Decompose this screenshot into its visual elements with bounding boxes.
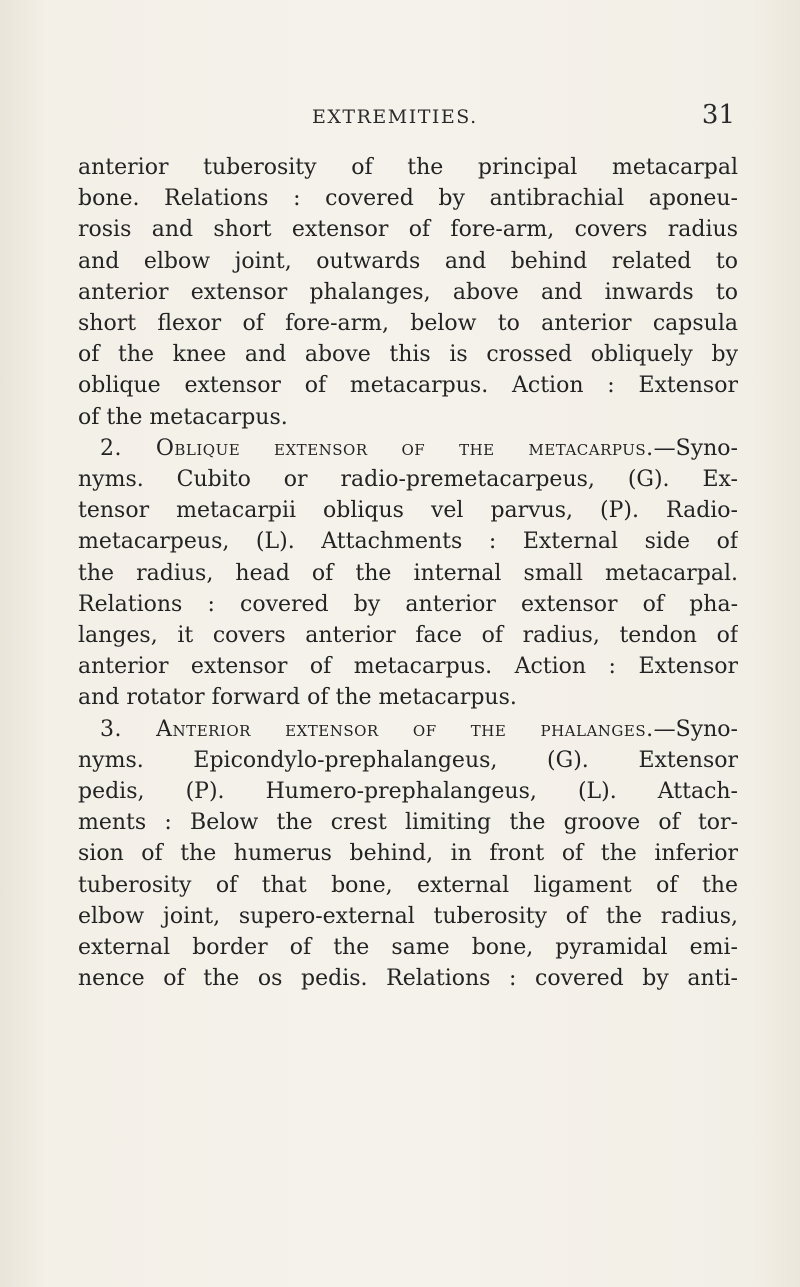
section-heading: 3. Anterior extensor of the phalanges. <box>100 716 654 742</box>
text-line: of the knee and above this is crossed obliquely by <box>78 342 738 368</box>
text-line: and rotator forward of the metacarpus. <box>78 685 517 711</box>
section-heading: 2. Oblique extensor of the metacarpus. <box>100 435 654 461</box>
text-line: elbow joint, supero-external tuberosity of the radius, <box>78 903 738 929</box>
paragraph-1 <box>78 152 738 433</box>
text-line: langes, it covers anterior face of radius, tendon of <box>78 623 738 649</box>
text-line: tensor metacarpii obliqus vel parvus, (P). Radio- <box>78 498 738 524</box>
paragraph-2 <box>78 433 738 714</box>
text-line: nyms. Cubito or radio-premetacarpeus, (G). Ex- <box>78 467 738 493</box>
text-line: ments : Below the crest limiting the groove of tor- <box>78 810 738 836</box>
text-line: of the metacarpus. <box>78 404 288 430</box>
text-line: metacarpeus, (L). Attachments : External side of <box>78 529 738 555</box>
page-number: 31 <box>701 100 735 130</box>
section-heading-line <box>78 714 738 745</box>
text-line: Relations : covered by anterior extensor of pha- <box>78 591 738 617</box>
text-line: sion of the humerus behind, in front of the inferior <box>78 841 738 867</box>
text-line: nence of the os pedis. Relations : covered by anti- <box>78 966 738 992</box>
book-page <box>78 0 738 1287</box>
text-line: tuberosity of that bone, external ligament of the <box>78 872 738 898</box>
text-line: external border of the same bone, pyramidal emi- <box>78 935 738 961</box>
text-line: anterior extensor of metacarpus. Action : Extensor <box>78 654 738 680</box>
running-head-title: EXTREMITIES. <box>312 106 478 128</box>
section-heading-rest: —Syno- <box>653 716 738 742</box>
running-head <box>78 100 738 140</box>
text-line: anterior extensor phalanges, above and inwards to <box>78 279 738 305</box>
text-line: pedis, (P). Humero-prephalangeus, (L). Attach- <box>78 779 738 805</box>
text-line: rosis and short extensor of fore-arm, covers radius <box>78 217 738 243</box>
text-line: the radius, head of the internal small metacarpal. <box>78 560 738 586</box>
text-line: nyms. Epicondylo-prephalangeus, (G). Extensor <box>78 747 738 773</box>
text-line: short flexor of fore-arm, below to anterior capsula <box>78 311 738 337</box>
text-line: bone. Relations : covered by antibrachial aponeu- <box>78 186 738 212</box>
text-line: anterior tuberosity of the principal metacarpal <box>78 155 738 180</box>
section-heading-line <box>78 433 738 464</box>
section-heading-rest: —Syno- <box>653 435 738 461</box>
body-text <box>78 152 738 994</box>
text-line: and elbow joint, outwards and behind related to <box>78 248 738 274</box>
paragraph-3 <box>78 714 738 995</box>
text-line: oblique extensor of metacarpus. Action : Extensor <box>78 373 738 399</box>
